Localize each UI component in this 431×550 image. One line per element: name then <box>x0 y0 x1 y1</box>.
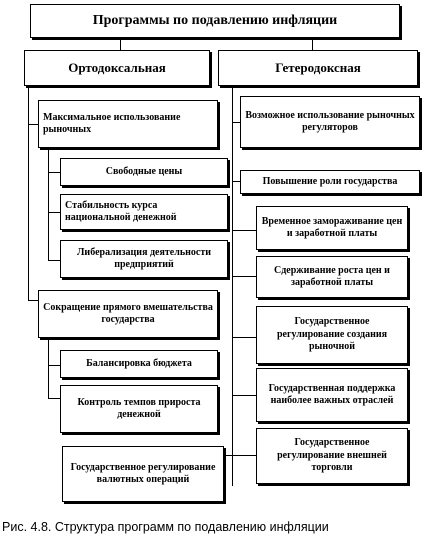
heterodox-item-industry-support-box <box>256 368 408 422</box>
connector-right-item4 <box>232 276 256 277</box>
connector-right-item7 <box>224 455 256 456</box>
connector-title-right <box>312 38 313 50</box>
connector-right-item3 <box>232 230 256 231</box>
connector-right-item1 <box>232 122 240 123</box>
connector-group2-item1 <box>48 365 60 366</box>
orthodox-item-currency-regulation-box <box>62 446 224 502</box>
orthodox-group-state: Сокращение прямого вмешательства государства <box>43 301 213 325</box>
orthodox-group-state-box <box>38 290 218 338</box>
orthodox-item-liberalization: Либерализация деятельности предприятий <box>76 246 212 270</box>
orthodox-item-money-growth-box <box>60 385 218 433</box>
connector-right-item6 <box>232 395 256 396</box>
connector-right-item2 <box>232 181 240 182</box>
orthodox-item-free-prices-box <box>60 158 228 186</box>
connector-left-to-group1 <box>28 124 38 125</box>
orthodox-group-market: Максимальное использование рыночных <box>43 111 181 135</box>
connector-group1-item1 <box>48 172 60 173</box>
orthodox-group-market-box <box>38 100 218 148</box>
connector-right-item5 <box>232 337 256 338</box>
orthodox-item-budget-box <box>60 350 218 378</box>
diagram-title-box <box>30 4 400 38</box>
orthodox-item-currency-stability: Стабильность курса национальной денежной <box>65 199 177 223</box>
orthodox-item-money-growth: Контроль темпов прироста денежной <box>77 396 201 420</box>
heterodox-item-market-creation-box <box>256 306 408 364</box>
heterodox-item-market-regulators-box <box>240 96 420 148</box>
connector-group2-spine <box>48 338 49 398</box>
connector-group1-item2 <box>48 212 60 213</box>
orthodox-header-box <box>24 50 210 86</box>
heterodox-item-market-creation: Государственное регулирование создания рыночной <box>276 316 388 353</box>
heterodox-header: Гетеродоксная <box>275 59 361 75</box>
orthodox-item-currency-stability-box <box>60 194 228 230</box>
figure-caption: Рис. 4.8. Структура программ по подавлению инфляции <box>2 520 329 534</box>
orthodox-item-liberalization-box <box>60 240 228 278</box>
orthodox-item-free-prices: Свободные цены <box>105 165 183 177</box>
heterodox-item-price-freeze: Временное замораживание цен и заработной платы <box>261 215 403 239</box>
connector-group2-item2 <box>48 398 60 399</box>
connector-left-spine <box>28 86 29 301</box>
orthodox-item-budget: Балансировка бюджета <box>86 357 192 369</box>
heterodox-header-box <box>218 50 418 86</box>
diagram-title: Программы по подавлению инфляции <box>92 13 338 29</box>
heterodox-item-price-freeze-box <box>256 206 408 250</box>
connector-group1-spine <box>48 148 49 261</box>
heterodox-item-price-restraint: Сдерживание роста цен и заработной платы <box>274 264 390 288</box>
heterodox-item-market-regulators: Возможное использование рыночных регуляторов <box>245 109 415 133</box>
heterodox-item-state-role: Повышение роли государства <box>262 175 398 187</box>
connector-group1-item3 <box>48 260 60 261</box>
heterodox-item-price-restraint-box <box>256 256 408 298</box>
connector-left-to-group2 <box>28 300 38 301</box>
connector-title-left <box>120 38 121 50</box>
connector-right-spine <box>232 86 233 486</box>
orthodox-header: Ортодоксальная <box>68 59 166 75</box>
orthodox-item-currency-regulation: Государственное регулирование валютных операций <box>70 461 216 485</box>
heterodox-item-industry-support: Государственная поддержка наиболее важных отраслей <box>268 382 396 406</box>
heterodox-item-foreign-trade-box <box>256 428 408 484</box>
heterodox-item-state-role-box <box>240 170 420 194</box>
heterodox-item-foreign-trade: Государственное регулирование внешней торговли <box>277 437 387 474</box>
